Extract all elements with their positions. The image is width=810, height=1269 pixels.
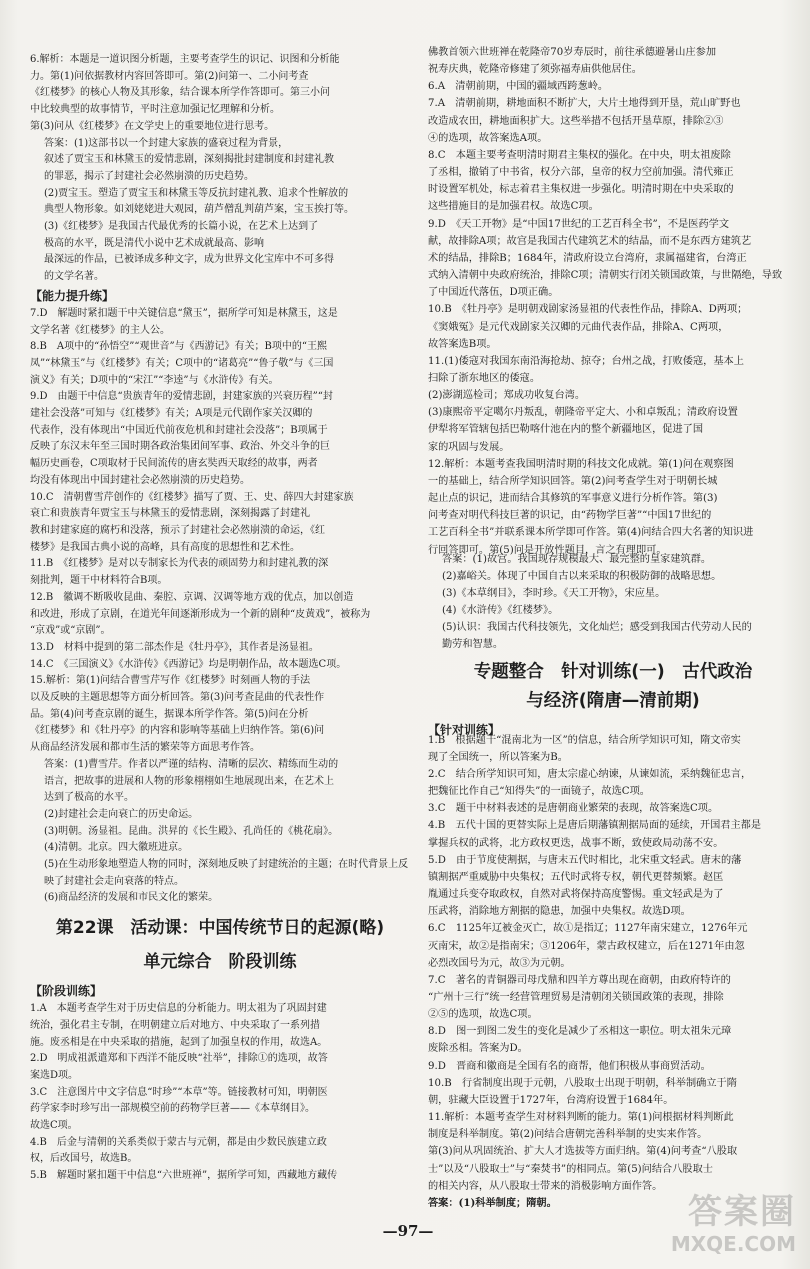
text-line: 13.D 材料中提到的第二部杰作是《牡丹亭》，其作者是汤显祖。 [30,641,319,653]
text-line: 力。第(1)问依据教材内容回答即可。第(2)问第一、二小问考查 [30,70,309,82]
text-line: 12.解析：本题考查我国明清时期的科技文化成就。第(1)问在观察图 [428,458,734,470]
text-line: 10.B 行省制度出现于元朝，八股取士出现于明朝，科举制确立于隋 [428,1077,737,1089]
text-line: 楼梦》是我国古典小说的高峰，具有高度的思想性和艺术性。 [30,541,300,553]
text-line: 式纳入清朝中央政府统治，排除C项；清朝实行闭关锁国政策，与世隔绝，导致 [428,270,783,282]
text-line: 1.B 根据题干“混南北为一区”的信息，结合所学知识可知，隋文帝实 [428,734,741,746]
text-line: 时设置军机处，标志着君主集权进一步强化。明清时期在中央采取的 [428,184,734,196]
text-line: 10.C 清朝曹雪芹创作的《红楼梦》描写了贾、王、史、薛四大封建家族 [30,491,354,503]
text-line: (5)认识：我国古代科技领先，文化灿烂；感受到我国古代劳动人民的 [442,622,752,634]
text-line: 从商品经济发展和都市生活的繁荣等方面思考作答。 [30,742,260,754]
text-line: 起止点的识记，进而结合其修筑的军事意义进行分析作答。第(3) [428,493,718,505]
text-line: 6.A 清朝前期，中国的疆域西跨葱岭。 [428,81,609,93]
text-line: 2.D 明成祖派遣郑和下西洋不能反映“社举”，排除①的选项，故答 [30,1053,328,1065]
text-line: 药学家李时珍写出一部规模空前的药物学巨著——《本草纲目》。 [30,1103,315,1115]
stage-questions [30,1001,410,1185]
ability-section-heading: 【能力提升练】 [30,288,115,303]
text-line: 映了封建社会走向衰落的特点。 [44,875,184,887]
text-line: 11.B 《红楼梦》是对以专制家长为代表的顽固势力和封建礼教的深 [30,558,329,570]
text-line: 语言，把故事的进展和人物的形象栩栩如生地展现出来，在艺术上 [44,775,334,787]
text-line: 11.(1)倭寇对我国东南沿海抢劫、掠夺；台州之战，打败倭寇，基本上 [428,355,744,367]
text-line: 达到了极高的水平。 [44,792,134,804]
unit-summary-title: 单元综合 阶段训练 [143,952,297,973]
text-line: (3)《红楼梦》是我国古代最优秀的长篇小说，在艺术上达到了 [44,221,319,233]
text-line: 4.B 五代十国的更替实际上是唐后期藩镇割据局面的延续，开国君主都是 [428,820,762,832]
watermark-text: 答案圈 [688,1192,796,1232]
question-15-answer [30,757,410,907]
text-line: 行回答即可。第(5)问是开放性题目，言之有理即可。 [428,544,667,556]
text-line: ②⑤的选项，故选C项。 [428,1009,538,1021]
text-line: 灭南宋，故②是指南宋；③1206年，蒙古政权建立，后在1271年由忽 [428,940,745,952]
answers-continued [428,44,798,559]
text-line: 把魏征比作自己“知得失”的一面镜子，故选C项。 [428,786,650,798]
text-line: 典型人物形象。如刘姥姥进大观园，葫芦僧乱判葫芦案，宝玉挨打等。 [44,204,354,216]
text-line: 12.B 徽调不断吸收昆曲、秦腔、京调、汉调等地方戏的优点，加以创造 [30,591,354,603]
text-line: 和改进，形成了京剧，在道光年间逐渐形成为一个新的剧种“皮黄戏”，被称为 [30,608,371,620]
question-6-answer [30,136,410,286]
text-line: 3.C 题干中材料表述的是唐朝商业繁荣的表现，故答案选C项。 [428,803,719,815]
text-line: 答案：(1)这部书以一个封建大家族的盛衰过程为背景， [44,137,289,149]
text-line: (4)清朝。北京。四大徽班进京。 [44,842,189,854]
text-line: “京戏”或“京剧”。 [30,625,111,637]
text-line: 7.C 著名的青铜器司母戊鼎和四羊方尊出现在商朝，由政府特许的 [428,974,731,986]
text-line: 必烈改国号为元，故③为元朝。 [428,957,571,969]
text-line: 胤通过兵变夺取政权，自然对武将保持高度警惕。重文轻武是为了 [428,889,724,901]
question-11-answer: 答案：(1)科举制度；隋朝。 [428,1196,557,1209]
text-line: (3)《本草纲目》，李时珍。《天工开物》，宋应星。 [442,588,666,599]
text-line: 5.D 由于节度使割据，与唐末五代时相比，北宋重文轻武。唐末的藩 [428,854,742,866]
text-line: 6.C 1125年辽被金灭亡，故①是指辽；1127年南宋建立，1276年元 [428,923,748,935]
text-line: (2)封建社会走向衰亡的历史命运。 [44,808,199,820]
text-line: 了丞相，撤销了中书省，权分六部，皇帝的权力空前加强。清代雍正 [428,167,734,179]
text-line: 中比较典型的故事情节，平时注意加强记忆理解和分析。 [30,104,280,116]
text-line: 朝，驻藏大臣设置于1727年，台湾府设置于1684年。 [428,1094,674,1106]
text-line: 1.A 本题考查学生对于历史信息的分析能力。明太祖为了巩固封建 [30,1003,327,1015]
text-line: 故选C项。 [30,1120,78,1132]
text-line: 均没有体现出中国封建社会必然崩溃的历史趋势。 [30,474,250,486]
targeted-questions [428,732,798,1195]
text-line: 一的基础上，结合所学知识回答。第(2)问考查学生对于明朝长城 [428,475,718,487]
text-line: 士”以及“八股取士”与“秦焚书”的相同点。第(5)问结合八股取士 [428,1163,713,1175]
text-line: 9.D 由题干中信息“贵族青年的爱情悲剧，封建家族的兴衰历程”“封 [30,391,333,403]
text-line: 案选D项。 [30,1069,79,1081]
text-line: (2)嘉峪关。体现了中国自古以来采取的积极防御的战略思想。 [442,570,722,582]
text-line: 答案：(1)故宫。我国现存规模最大、最完整的皇家建筑群。 [442,553,712,565]
text-line: 品。第(4)问考查京剧的诞生，据课本所学作答。第(5)问在分析 [30,708,309,720]
text-line: 《窦娥冤》是元代戏剧家关汉卿的元曲代表作品，排除A、C两项， [428,321,729,333]
text-line: 祝寿庆典，乾隆帝修建了须弥福寿庙供他居住。 [428,64,642,76]
text-line: 问考查对明代科技巨著的识记，由“药物学巨著”“中国17世纪的 [428,510,712,522]
stage-section-heading: 【阶段训练】 [30,984,103,999]
text-line: 压武将，消除地方割据的隐患，加强中央集权。故选D项。 [428,906,691,918]
text-line: 8.C 本题主要考查明清时期君主集权的强化。在中央，明太祖废除 [428,149,731,161]
text-line: 改造成农田，耕地面积扩大。这些举措不包括开垦草原，排除②③ [428,115,724,127]
text-line: (2)贾宝玉。塑造了贾宝玉和林黛玉等反抗封建礼教、追求个性解放的 [44,187,349,199]
special-topic-title-line2: 与经济(隋唐—清前期) [526,690,700,711]
text-line: 文学名著《红楼梦》的主人公。 [30,324,170,336]
text-line: 以及反映的主题思想等方面分析回答。第(3)问考查昆曲的代表性作 [30,692,325,704]
text-line: 5.B 解题时紧扣题干中信息“六世班禅”，据所学可知，西藏地方藏传 [30,1170,338,1182]
text-line: 伊犁将军管辖包括巴勒喀什池在内的整个新疆地区，促进了国 [428,424,704,436]
text-line: 镇割据严重威胁中央集权；五代时武将专权，朝代更替频繁。赵匡 [428,871,724,883]
text-line: “广州十三行”统一经营管理贸易是清朝闭关锁国政策的表现，排除 [428,991,724,1003]
watermark-logo [646,1192,796,1264]
text-line: 14.C 《三国演义》《水浒传》《西游记》均是明朝作品，故本题选C项。 [30,658,347,670]
text-line: ④的选项，故答案选A项。 [428,132,548,144]
targeted-section-heading: 【针对训练】 [428,722,501,737]
text-line: 9.D 晋商和徽商是全国有名的商帮，他们积极从事商贸活动。 [428,1060,711,1072]
text-line: 6.解析：本题是一道识图分析题，主要考查学生的识记、识图和分析能 [30,54,340,65]
text-line: 勤劳和智慧。 [442,639,504,651]
text-line: 10.B 《牡丹亭》是明朝戏剧家汤显祖的代表性作品，排除A、D两项； [428,304,748,316]
page-number: —97— [382,1222,434,1240]
text-line: 11.解析：本题考查学生对材料判断的能力。第(1)问根据材料判断此 [428,1112,734,1124]
left-column [30,52,410,1185]
text-line: 最深远的作品，已被译成多种文字，成为世界文化宝库中不可多得 [44,254,334,266]
text-line: 故答案选B项。 [428,338,497,350]
text-line: 4.B 后金与清朝的关系类似于蒙古与元朝，都是由少数民族建立政 [30,1136,327,1148]
text-line: 极高的水平，既是清代小说中艺术成就最高、影响 [44,237,264,249]
text-line: 凤”“林黛玉”与《红楼梦》有关；C项中的“诸葛亮”“鲁子敬”与《三国 [30,357,334,369]
text-line: 答案：(1)曹雪芹。作者以严谨的结构、清晰的层次、精练而生动的 [44,758,339,770]
text-line: 衰亡和贵族青年贾宝玉与林黛玉的爱情悲剧，深刻揭露了封建礼 [30,508,310,520]
text-line: 施。废丞相是在中央采取的措施，起到了加强皇权的作用，故选A。 [30,1036,328,1048]
text-line: (5)在生动形象地塑造人物的同时，深刻地反映了封建统治的主题；在时代背景上反 [44,859,409,871]
text-line: 《红楼梦》和《牡丹亭》的内容和影响等基础上归纳作答。第(6)问 [30,725,325,737]
text-line: 9.D 《天工开物》是“中国17世纪的工艺百科全书”，不是医药学文 [428,218,730,230]
text-line: 刻批判，题干中材料符合B项。 [30,575,168,587]
text-line: (3)明朝。汤显祖。昆曲。洪昇的《长生殿》、孔尚任的《桃花扇》。 [44,825,339,837]
lesson-22-title: 第22课 活动课：中国传统节日的起源(略) [55,918,385,939]
text-line: 8.D 图一到图二发生的变化是减少了丞相这一职位。明太祖朱元璋 [428,1026,732,1038]
text-line: 这些措施目的是加强君权。故选C项。 [428,201,599,213]
question-12-answer [428,551,798,654]
text-line: 了中国近代落伍，D项正确。 [428,287,559,299]
text-line: 2.C 结合所学知识可知，唐太宗虚心纳谏，从谏如流，采纳魏征忠言， [428,768,752,780]
text-line: 7.A 清朝前期，耕地面积不断扩大，大片土地得到开垦，荒山旷野也 [428,98,741,110]
text-line: 7.D 解题时紧扣题干中关键信息“黛玉”，据所学可知是林黛玉，这是 [30,307,338,319]
text-line: 佛教首领六世班禅在乾隆帝70岁寿辰时，前往承德避暑山庄参加 [428,47,717,58]
text-line: 《红楼梦》的核心人物及其形象，结合课本所学作答即可。第三小问 [30,87,330,99]
text-line: (2)澎湖巡检司；郑成功收复台湾。 [428,390,586,402]
text-line: 第(3)问从《红楼梦》在文学史上的重要地位进行思考。 [30,120,275,132]
text-line: 扫除了浙东地区的倭寇。 [428,372,541,384]
special-topic-title-line1: 专题整合 针对训练(一) 古代政治 [473,661,753,682]
text-line: 的罪恶，揭示了封建社会必然崩溃的历史趋势。 [44,170,254,182]
text-line: 献，故排除A项；故宫是我国古代建筑艺术的结晶，而不是东西方建筑艺 [428,235,752,247]
text-line: 的文学名著。 [44,271,104,283]
text-line: 幅历史画卷，C项取材于民间流传的唐玄奘西天取经的故事，两者 [30,458,318,470]
question-6-analysis [30,52,410,136]
text-line: 反映了东汉末年至三国时期各政治集团间军事、政治、外交斗争的巨 [30,441,330,453]
text-line: 15.解析：第(1)问结合曹雪芹写作《红楼梦》时刻画人物的手法 [30,675,311,687]
ability-questions [30,306,410,757]
text-line: 权，后改国号，故选B。 [30,1153,138,1165]
text-line: (6)商品经济的发展和市民文化的繁荣。 [44,892,219,904]
text-line: 第(3)问从巩固统治、扩大人才选拔等方面归纳。第(4)问考查“八股取 [428,1146,738,1158]
text-line: 统治，强化君主专制，在明朝建立后对地方、中央采取了一系列措 [30,1019,320,1031]
text-line: 现了全国统一，所以答案为B。 [428,751,568,763]
text-line: 3.C 注意图片中文字信息“时珍”“本草”等。链接教材可知，明朝医 [30,1086,328,1098]
watermark-url: MXQE.COM [670,1232,796,1256]
text-line: 教和封建家庭的腐朽和没落，预示了封建社会必然崩溃的命运，《红 [30,524,325,536]
text-line: 制度是科举制度。第(2)问结合唐朝完善科举制的史实来作答。 [428,1129,708,1141]
right-column [428,47,798,1212]
text-line: 术的结晶，排除B；1684年，清政府设立台湾府，隶属福建省，台湾正 [428,252,747,264]
text-line: 建社会没落”可知与《红楼梦》有关；A项是元代剧作家关汉卿的 [30,408,313,420]
text-line: 的相关内容，从八股取士带来的消极影响方面作答。 [428,1180,663,1192]
text-line: 演义》有关；D项中的“宋江”“李逵”与《水浒传》有关。 [30,374,279,386]
text-line: 工艺百科全书”并联系课本所学即可作答。第(4)问结合四大名著的知识进 [428,527,754,539]
text-line: 废除丞相。答案为D。 [428,1043,528,1055]
text-line: 掌握兵权的武将，北方政权更迭，战事不断，致使政局动荡不安。 [428,837,724,849]
text-line: 叙述了贾宝玉和林黛玉的爱情悲剧，深刻揭批封建制度和封建礼教 [44,154,334,166]
text-line: 家的巩固与发展。 [428,441,510,453]
text-line: (3)康熙帝平定噶尔丹叛乱，朝隆帝平定大、小和卓叛乱；清政府设置 [428,407,738,419]
text-line: (4)《水浒传》《红楼梦》。 [442,605,559,617]
text-line: 8.B A项中的“孙悟空”“观世音”与《西游记》有关；B项中的“王熙 [30,341,328,353]
text-line: 代表作，没有体现出“中国近代前夜危机和封建社会没落”；B项属于 [30,424,328,436]
